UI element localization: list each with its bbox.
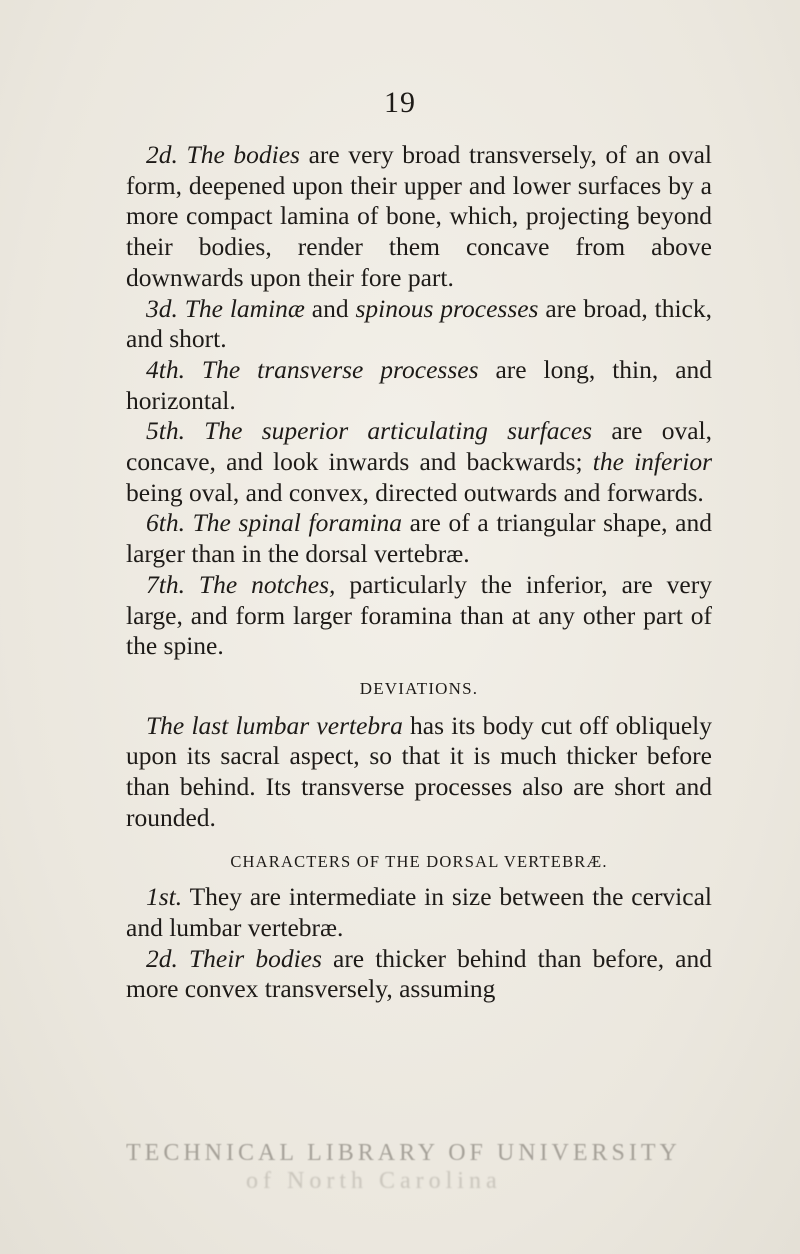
page-number: 19	[384, 86, 416, 119]
paragraph-6th	[126, 508, 712, 569]
paragraph-4th	[126, 355, 712, 416]
para-italic: The superior articulating surfaces	[204, 416, 593, 446]
para-italic: The transverse processes	[201, 354, 479, 384]
para-text: They are intermediate in size between the cervical and lumbar vertebræ.	[126, 882, 712, 942]
section-heading-dorsal: CHARACTERS OF THE DORSAL VERTEBRÆ.	[230, 852, 608, 872]
para-italic: the inferior	[592, 447, 712, 477]
paragraph-dorsal-1st	[126, 882, 712, 943]
faded-library-stamp	[126, 1140, 726, 1220]
para-italic: The notches,	[198, 569, 336, 599]
para-text: are of a triangular shape, and larger than in the dorsal vertebræ.	[126, 508, 712, 569]
section-heading-deviations: DEVIATIONS.	[359, 678, 479, 698]
para-text: being oval, and convex, directed outwards and forwards.	[126, 477, 704, 507]
para-text: are broad, thick, and short.	[126, 293, 712, 354]
para-italic: The spinal foramina	[192, 508, 403, 538]
para-italic: The laminæ	[184, 293, 305, 323]
para-lead: 6th.	[146, 508, 185, 538]
para-lead: 5th.	[146, 416, 185, 446]
para-lead: 1st.	[146, 882, 183, 912]
para-lead: 2d.	[146, 943, 178, 973]
para-lead: 3d.	[146, 293, 178, 323]
stamp-line-2: of North Carolina	[246, 1168, 502, 1194]
paragraph-3d	[126, 294, 712, 355]
para-text: are thicker behind than before, and more convex transversely, assuming	[126, 943, 713, 1004]
body-text	[126, 140, 712, 1005]
paragraph-dorsal-2d	[126, 944, 712, 1005]
paragraph-2d	[126, 140, 712, 294]
para-italic: spinous processes	[355, 293, 539, 323]
para-lead: 7th.	[146, 569, 185, 599]
para-italic: Their bodies	[188, 943, 322, 973]
para-text: particularly the inferior, are very large, and form larger foramina than at any other part of the spine.	[126, 569, 712, 661]
stamp-line-1: TECHNICAL LIBRARY OF UNIVERSITY	[126, 1140, 681, 1166]
para-lead: 2d.	[146, 140, 178, 169]
para-text: are very broad transversely, of an oval form, deepened upon their upper and lower surfaces by a more compact lamina of bone, which, projecting beyond their bodies, render them concave from above downwards upon their fore part.	[126, 140, 713, 292]
paragraph-7th	[126, 570, 712, 662]
para-text: are long, thin, and horizontal.	[126, 354, 713, 415]
paragraph-deviation	[126, 711, 712, 834]
paragraph-5th	[126, 416, 712, 508]
para-italic: The last lumbar vertebra	[146, 710, 403, 740]
para-lead: 4th.	[146, 354, 185, 384]
para-text: and	[304, 293, 356, 323]
para-text: has its body cut off obliquely upon its sacral aspect, so that it is much thicker before than behind. Its transverse processes also are short and rounded.	[126, 710, 712, 832]
para-italic: The bodies	[186, 140, 300, 169]
para-text: are oval, concave, and look inwards and backwards;	[126, 416, 713, 477]
